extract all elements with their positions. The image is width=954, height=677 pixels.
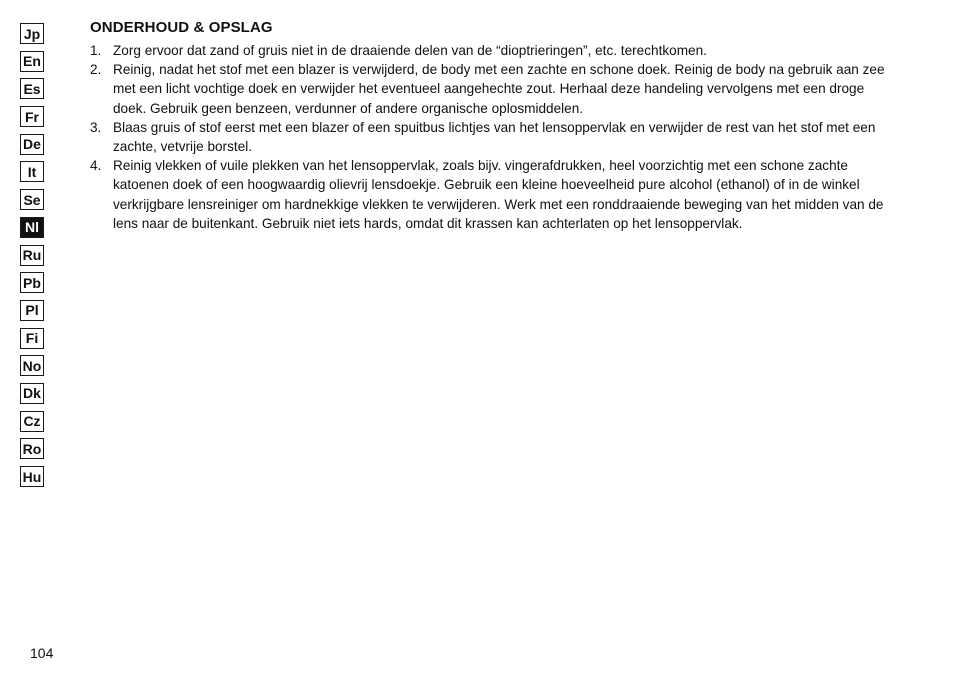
lang-tab-cz[interactable]: Cz bbox=[20, 411, 44, 432]
step-text: Zorg ervoor dat zand of gruis niet in de draaiende delen van de “dioptrieringen”, etc. terechtkomen. bbox=[113, 43, 707, 58]
step-number: 4. bbox=[90, 158, 102, 174]
lang-tab-jp[interactable]: Jp bbox=[20, 23, 44, 44]
maintenance-section bbox=[90, 19, 895, 233]
lang-tab-dk[interactable]: Dk bbox=[20, 383, 44, 404]
list-item bbox=[90, 156, 895, 233]
steps-list bbox=[90, 41, 895, 233]
step-number: 2. bbox=[90, 62, 102, 78]
lang-tab-nl[interactable]: Nl bbox=[20, 217, 44, 238]
lang-tab-hu[interactable]: Hu bbox=[20, 466, 44, 487]
lang-tab-it[interactable]: It bbox=[20, 161, 44, 182]
lang-tab-ro[interactable]: Ro bbox=[20, 438, 44, 459]
step-number: 3. bbox=[90, 119, 102, 135]
lang-tab-fi[interactable]: Fi bbox=[20, 328, 44, 349]
lang-tab-se[interactable]: Se bbox=[20, 189, 44, 210]
section-title: ONDERHOUD & OPSLAG bbox=[90, 19, 273, 36]
language-tabs bbox=[20, 23, 44, 494]
list-item bbox=[90, 118, 895, 156]
lang-tab-es[interactable]: Es bbox=[20, 78, 44, 99]
page-number: 104 bbox=[30, 645, 54, 661]
step-text: Reinig vlekken of vuile plekken van het lensoppervlak, zoals bijv. vingerafdrukken, heel voorzichtig met een schone zachte katoenen doek of een hoogwaardig olievrij lensdoekje. Gebruik een kleine hoeveelheid pure alcohol (ethanol) of in de winkel verkrijgbare lensreiniger om hardnekkige vlekken te verwijderen. Werk met een ronddraaiende beweging van het midden van de lens naar de buitenkant. Gebruik niet iets hards, omdat dit krassen kan achterlaten op het lensoppervlak. bbox=[113, 158, 884, 231]
step-number: 1. bbox=[90, 43, 102, 58]
lang-tab-pl[interactable]: Pl bbox=[20, 300, 44, 321]
list-item bbox=[90, 60, 895, 118]
list-item bbox=[90, 41, 895, 60]
lang-tab-en[interactable]: En bbox=[20, 51, 44, 72]
lang-tab-no[interactable]: No bbox=[20, 355, 44, 376]
step-text: Blaas gruis of stof eerst met een blazer of een spuitbus lichtjes van het lensoppervlak en verwijder de rest van het stof met een zachte, vetvrije borstel. bbox=[113, 119, 876, 155]
lang-tab-de[interactable]: De bbox=[20, 134, 44, 155]
lang-tab-fr[interactable]: Fr bbox=[20, 106, 44, 127]
step-text: Reinig, nadat het stof met een blazer is verwijderd, de body met een zachte en schone doek. Reinig de body na gebruik aan zee met een licht vochtige doek en verwijder het eventueel aangehechte zout. Herhaal deze handeling vervolgens met een droge doek. Gebruik geen benzeen, verdunner of andere organische oplosmiddelen. bbox=[113, 62, 885, 116]
lang-tab-ru[interactable]: Ru bbox=[20, 245, 44, 266]
lang-tab-pb[interactable]: Pb bbox=[20, 272, 44, 293]
